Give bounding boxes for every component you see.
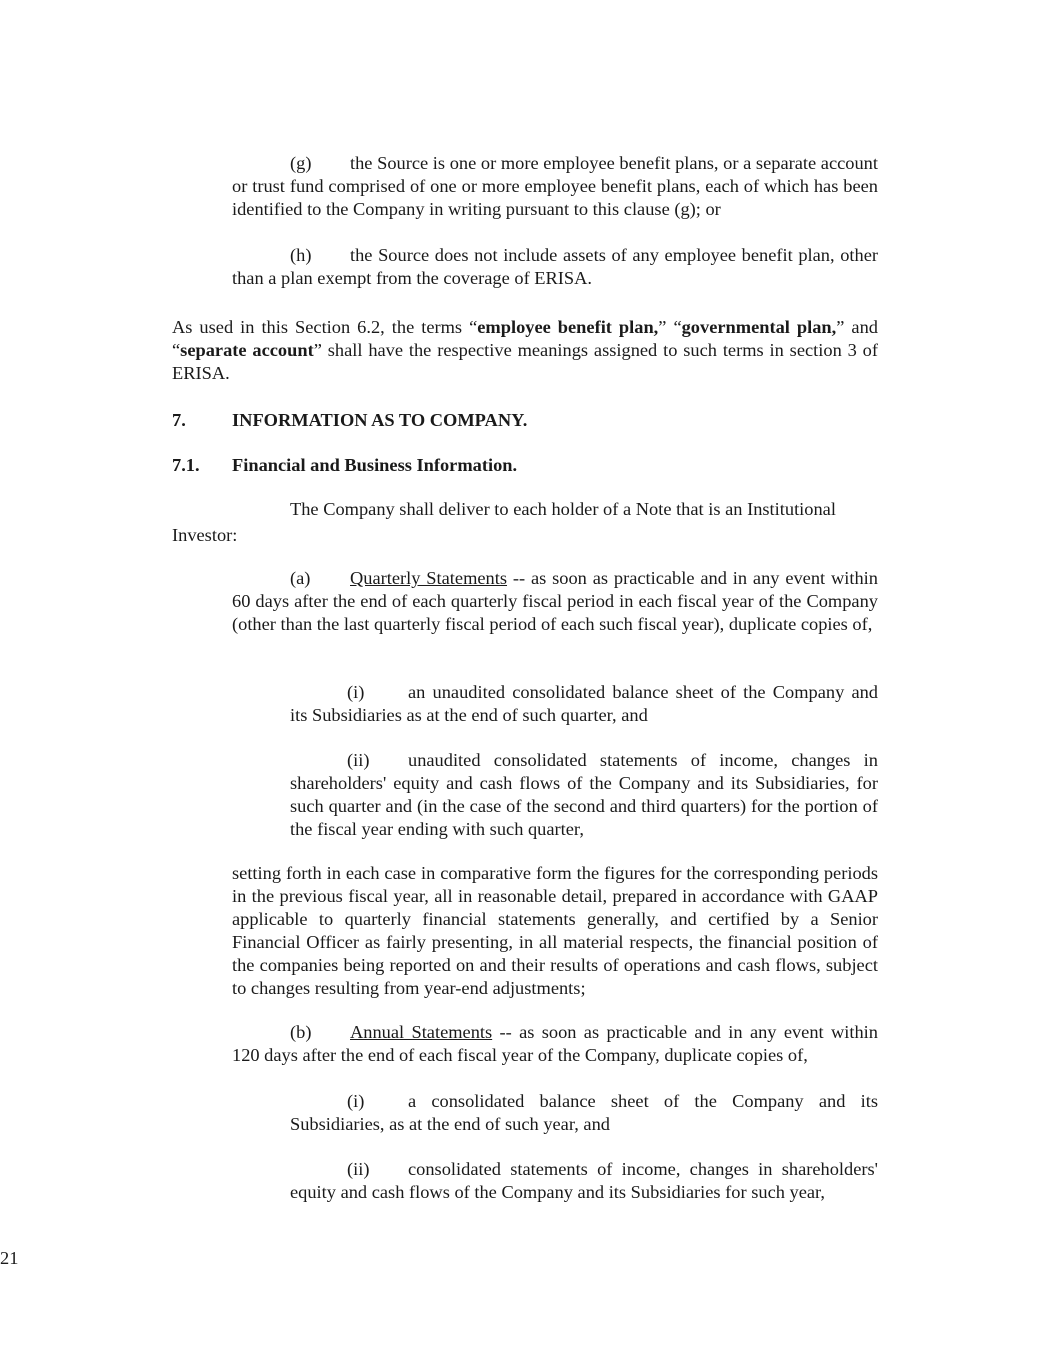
text: ” and “: [172, 317, 878, 360]
clause-g: [232, 152, 878, 221]
text: ” shall have the respective meanings assigned to such terms in section 3 of ERISA.: [172, 340, 878, 383]
clause-a-i: [290, 681, 878, 727]
clause-text: -- as soon as practicable and in any event within 60 days after the end of each quarterly fiscal period in each fiscal year of the Company (other than the last quarterly fiscal period of each such fiscal year), duplicate copies of,: [232, 568, 878, 634]
clause-heading: Annual Statements: [350, 1022, 493, 1042]
clause-text: unaudited consolidated statements of income, changes in shareholders' equity and cash flows of the Company and its Subsidiaries, for such quarter and (in the case of the second and third quarters) for the portion of the fiscal year ending with such quarter,: [290, 750, 878, 839]
term: governmental plan,: [681, 317, 837, 337]
clause-label: (b): [290, 1022, 312, 1042]
clause-h: [232, 244, 878, 290]
clause-b-ii: [290, 1158, 878, 1204]
clause-text: the Source is one or more employee benefit plans, or a separate account or trust fund comprised of one or more employee benefit plans, each of which has been identified to the Company in writing pursuant to this clause (g); or: [232, 153, 878, 219]
clause-a-ii: [290, 749, 878, 841]
subsection-title: Financial and Business Information.: [232, 455, 518, 475]
definitions-paragraph: [172, 316, 878, 385]
clause-label: (i): [347, 682, 365, 702]
clause-text: an unaudited consolidated balance sheet of the Company and its Subsidiaries as at the end of such quarter, and: [290, 682, 878, 725]
page-number: 21: [0, 1248, 19, 1268]
clause-text: a consolidated balance sheet of the Company and its Subsidiaries, as at the end of such year, and: [290, 1091, 878, 1134]
clause-text: consolidated statements of income, changes in shareholders' equity and cash flows of the Company and its Subsidiaries for such year,: [290, 1159, 878, 1202]
setting-forth-paragraph: setting forth in each case in comparative form the figures for the corresponding periods in the previous fiscal year, all in reasonable detail, prepared in accordance with GAAP applicable to quarterly financial statements generally, and certified by a Senior Financial Officer as fairly presenting, in all material respects, the financial position of the companies being reported on and their results of operations and cash flows, subject to changes resulting from year-end adjustments;: [232, 863, 878, 998]
clause-label: (i): [347, 1091, 365, 1111]
clause-label: (ii): [347, 750, 370, 770]
clause-label: (g): [290, 153, 312, 173]
clause-label: (a): [290, 568, 311, 588]
text: ” “: [658, 317, 682, 337]
clause-b: [232, 1021, 878, 1067]
section-title: INFORMATION AS TO COMPANY.: [232, 410, 528, 430]
term: separate account: [180, 340, 314, 360]
text: As used in this Section 6.2, the terms “: [172, 317, 478, 337]
clause-text: the Source does not include assets of any employee benefit plan, other than a plan exempt from the coverage of ERISA.: [232, 245, 878, 288]
term: employee benefit plan,: [477, 317, 659, 337]
intro-text: The Company shall deliver to each holder of a Note that is an Institutional: [290, 499, 836, 519]
subsection-number: 7.1.: [172, 455, 200, 475]
clause-label: (ii): [347, 1159, 370, 1179]
clause-a: [232, 567, 878, 636]
intro-continued: Investor:: [172, 525, 238, 545]
clause-text: -- as soon as practicable and in any event within 120 days after the end of each fiscal year of the Company, duplicate copies of,: [232, 1022, 878, 1065]
clause-label: (h): [290, 245, 312, 265]
clause-b-i: [290, 1090, 878, 1136]
clause-heading: Quarterly Statements: [350, 568, 508, 588]
section-number: 7.: [172, 410, 186, 430]
